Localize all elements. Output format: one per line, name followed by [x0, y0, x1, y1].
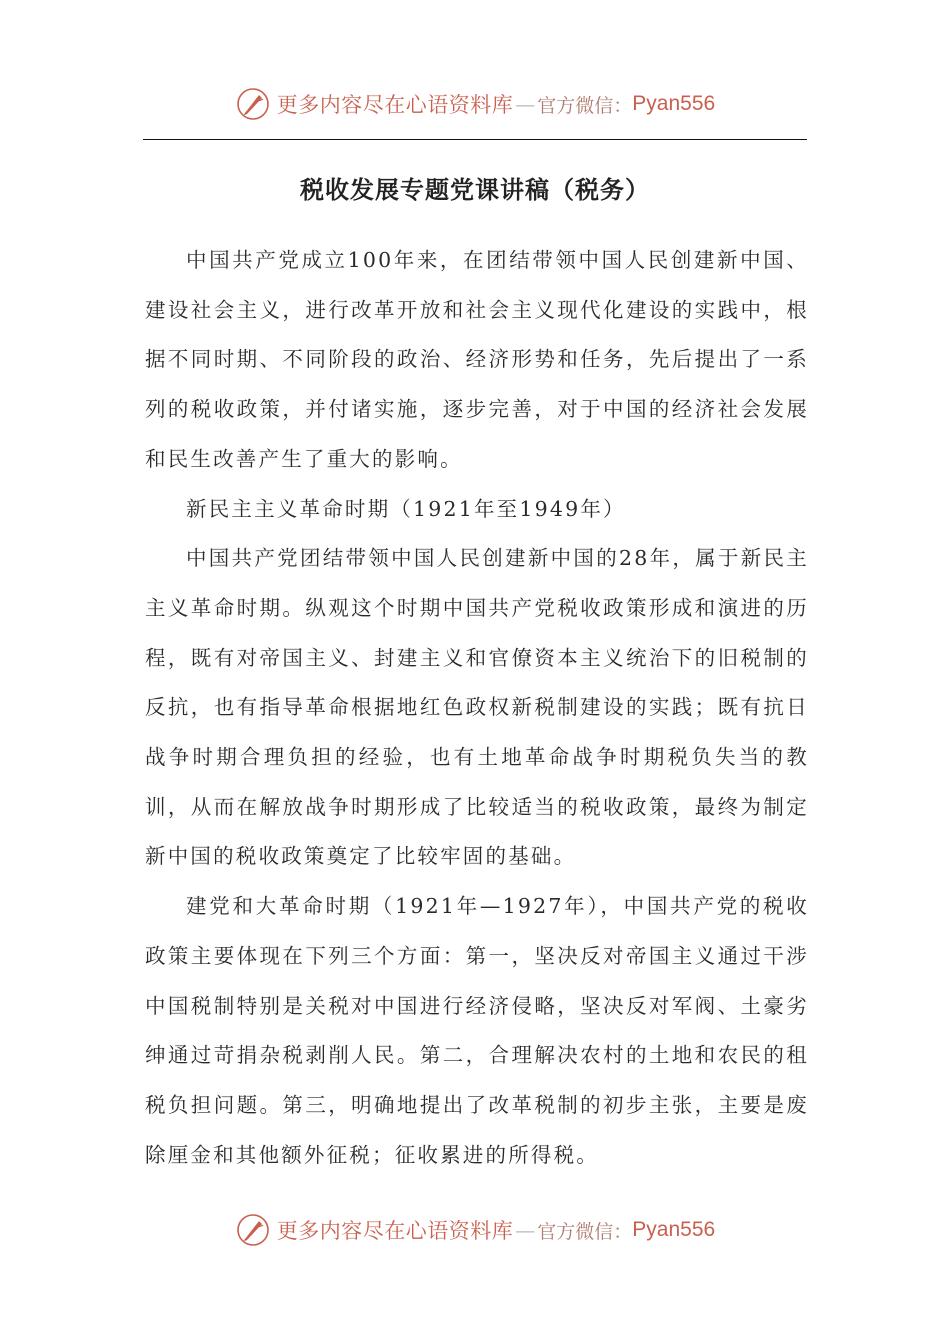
- paragraph: 中国共产党团结带领中国人民创建新中国的28年，属于新民主主义革命时期。纵观这个时期中国共产党税收政策形成和演进的历程，既有对帝国主义、封建主义和官僚资本主义统治下的旧税制的反抗，也有指导革命根据地红色政权新税制建设的实践；既有抗日战争时期合理负担的经验，也有土地革命战争时期税负失当的教训，从而在解放战争时期形成了比较适当的税收政策，最终为制定新中国的税收政策奠定了比较牢固的基础。: [145, 546, 809, 869]
- footer-wechat-label: 官方微信：: [537, 1220, 633, 1243]
- header-wechat-label: 官方微信：: [537, 94, 633, 117]
- header-brand: 更多内容尽在心语资料库: [276, 93, 514, 117]
- paragraph: 建党和大革命时期（1921年—1927年），中国共产党的税收政策主要体现在下列三个方面：第一，坚决反对帝国主义通过干涉中国税制特别是关税对中国进行经济侵略，坚决反对军阀、土豪劣绅通过苛捐杂税剥削人民。第二，合理解决农村的土地和农民的租税负担问题。第三，明确地提出了改革税制的初步主张，主要是废除厘金和其他额外征税；征收累进的所得税。: [145, 894, 809, 1167]
- header-banner: [0, 82, 950, 126]
- quill-pen-icon: [235, 86, 271, 122]
- section-heading: 新民主主义革命时期（1921年至1949年）: [186, 496, 626, 521]
- paragraph: 中国共产党成立100年来，在团结带领中国人民创建新中国、建设社会主义，进行改革开放和社会主义现代化建设的实践中，根据不同时期、不同阶段的政治、经济形势和任务，先后提出了一系列的税收政策，并付诸实施，逐步完善，对于中国的经济社会发展和民生改善产生了重大的影响。: [145, 248, 809, 471]
- footer-brand: 更多内容尽在心语资料库: [276, 1219, 514, 1243]
- footer-wechat-id: Pyan556: [632, 1218, 716, 1241]
- header-separator: —: [515, 92, 536, 116]
- header-wechat-id: Pyan556: [632, 92, 716, 115]
- document-title: 税收发展专题党课讲稿（税务）: [300, 176, 650, 204]
- header-divider: [143, 139, 807, 140]
- document-body: [145, 236, 809, 1180]
- footer-banner: [0, 1208, 950, 1252]
- footer-separator: —: [515, 1218, 536, 1242]
- quill-pen-icon: [235, 1212, 271, 1248]
